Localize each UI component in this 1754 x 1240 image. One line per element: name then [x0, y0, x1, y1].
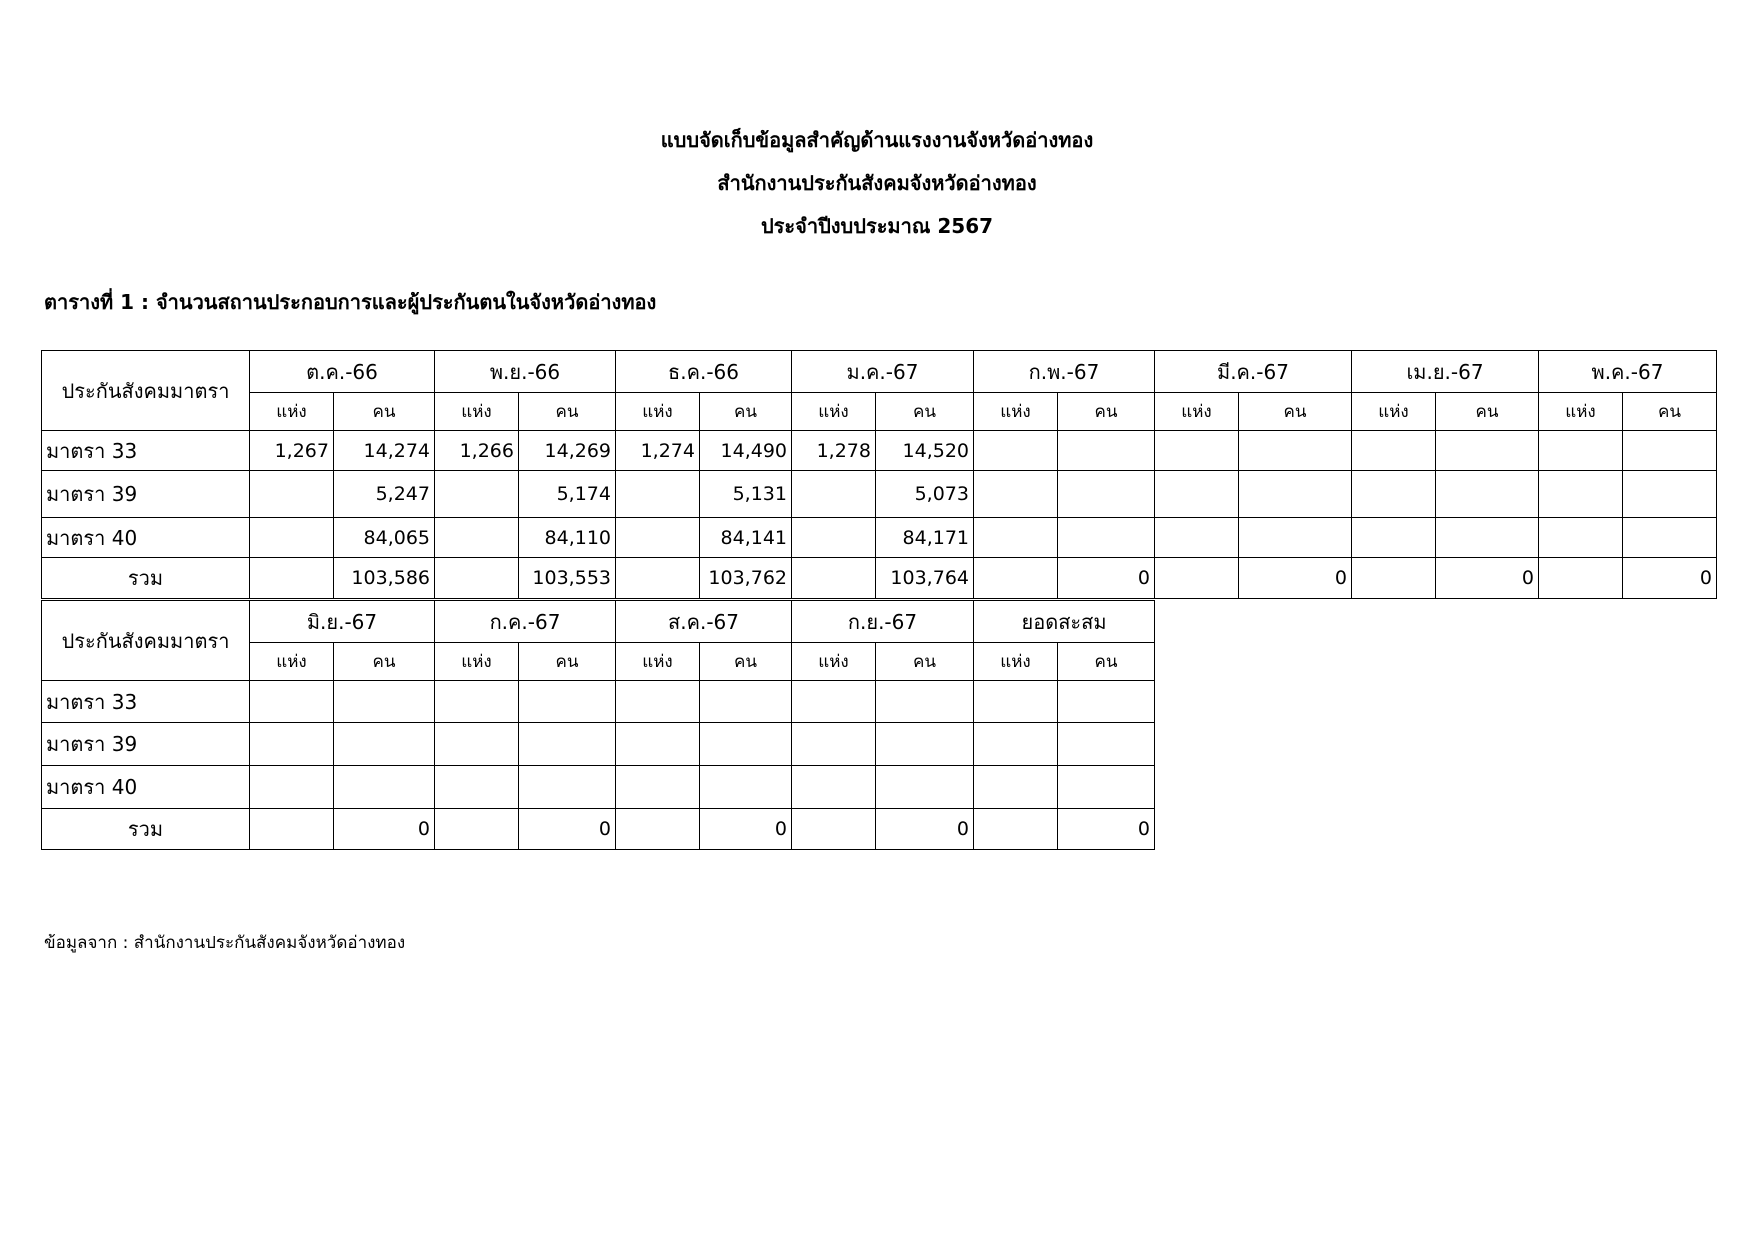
total-row	[42, 809, 1155, 850]
row-label: มาตรา 40	[42, 518, 250, 558]
table-cell: 14,269	[519, 431, 616, 471]
table-cell	[519, 723, 616, 766]
table-cell	[1239, 471, 1352, 518]
month-header: ธ.ค.-66	[616, 351, 792, 393]
table-cell: 0	[876, 809, 974, 850]
table-cell	[435, 723, 519, 766]
month-header: มิ.ย.-67	[250, 601, 435, 643]
table-cell: 1,267	[250, 431, 334, 471]
row-label: มาตรา 33	[42, 431, 250, 471]
table-cell	[1539, 558, 1623, 599]
table-cell: 0	[1239, 558, 1352, 599]
cumulative-header: ยอดสะสม	[974, 601, 1155, 643]
table-cell	[792, 809, 876, 850]
table-cell	[616, 518, 700, 558]
persons-header: คน	[1058, 393, 1155, 431]
table-cell	[1058, 681, 1155, 723]
places-header: แห่ง	[1539, 393, 1623, 431]
table-cell	[1623, 518, 1717, 558]
table-cell	[1239, 518, 1352, 558]
table-cell	[616, 471, 700, 518]
insured-table-part2	[41, 600, 1155, 850]
table-cell: 103,586	[334, 558, 435, 599]
table-cell	[250, 518, 334, 558]
table-cell	[1352, 471, 1436, 518]
table-cell	[974, 431, 1058, 471]
total-row	[42, 558, 1717, 599]
table-cell: 1,266	[435, 431, 519, 471]
table-cell	[250, 471, 334, 518]
table-cell: 0	[1623, 558, 1717, 599]
table-cell	[792, 723, 876, 766]
month-header: ก.ย.-67	[792, 601, 974, 643]
table-cell	[435, 558, 519, 599]
persons-header: คน	[700, 643, 792, 681]
table-cell	[1058, 723, 1155, 766]
table-cell	[334, 766, 435, 809]
report-fiscal-year: ประจำปีงบประมาณ 2567	[760, 214, 994, 238]
persons-header: คน	[1239, 393, 1352, 431]
table-cell: 5,131	[700, 471, 792, 518]
month-header: ส.ค.-67	[616, 601, 792, 643]
table-cell	[1539, 518, 1623, 558]
table-row	[42, 681, 1155, 723]
table-cell	[616, 558, 700, 599]
table-cell	[974, 471, 1058, 518]
table-cell	[1239, 431, 1352, 471]
table-cell	[616, 681, 700, 723]
persons-header: คน	[519, 643, 616, 681]
row-label: รวม	[42, 809, 250, 850]
places-header: แห่ง	[616, 643, 700, 681]
table-cell	[1623, 431, 1717, 471]
table-cell: 1,278	[792, 431, 876, 471]
table-cell	[1058, 518, 1155, 558]
table-cell	[1539, 431, 1623, 471]
persons-header: คน	[1623, 393, 1717, 431]
insured-table-part1	[41, 350, 1717, 599]
table-cell: 0	[334, 809, 435, 850]
table-cell: 14,274	[334, 431, 435, 471]
table-cell	[974, 558, 1058, 599]
table-cell	[250, 723, 334, 766]
table-cell: 0	[1058, 809, 1155, 850]
table-cell	[1058, 471, 1155, 518]
table-cell	[700, 766, 792, 809]
table-cell: 0	[1058, 558, 1155, 599]
places-header: แห่ง	[616, 393, 700, 431]
table-cell	[876, 766, 974, 809]
table-cell: 103,553	[519, 558, 616, 599]
places-header: แห่ง	[250, 393, 334, 431]
table-cell: 0	[519, 809, 616, 850]
places-header: แห่ง	[1155, 393, 1239, 431]
table-cell: 103,764	[876, 558, 974, 599]
table-cell	[1352, 558, 1436, 599]
table-cell	[435, 518, 519, 558]
places-header: แห่ง	[792, 393, 876, 431]
table-cell	[250, 681, 334, 723]
persons-header: คน	[700, 393, 792, 431]
persons-header: คน	[876, 393, 974, 431]
month-header: ก.พ.-67	[974, 351, 1155, 393]
persons-header: คน	[519, 393, 616, 431]
table-cell: 5,174	[519, 471, 616, 518]
table-cell	[616, 766, 700, 809]
persons-header: คน	[876, 643, 974, 681]
places-header: แห่ง	[792, 643, 876, 681]
table-cell: 0	[1436, 558, 1539, 599]
table-cell	[1436, 471, 1539, 518]
table-cell	[1352, 431, 1436, 471]
row-header: ประกันสังคมมาตรา	[42, 351, 250, 431]
table-cell	[792, 471, 876, 518]
table-cell	[974, 723, 1058, 766]
table-cell	[700, 681, 792, 723]
places-header: แห่ง	[435, 393, 519, 431]
month-header: มี.ค.-67	[1155, 351, 1352, 393]
table-cell: 84,065	[334, 518, 435, 558]
month-header: ก.ค.-67	[435, 601, 616, 643]
table-row	[42, 431, 1717, 471]
table-cell	[974, 766, 1058, 809]
report-office: สำนักงานประกันสังคมจังหวัดอ่างทอง	[717, 171, 1037, 195]
persons-header: คน	[334, 393, 435, 431]
table-cell	[974, 681, 1058, 723]
table-cell	[250, 558, 334, 599]
table-cell	[792, 681, 876, 723]
table-cell	[435, 681, 519, 723]
table-cell: 84,141	[700, 518, 792, 558]
table-cell	[334, 723, 435, 766]
table-cell	[1155, 558, 1239, 599]
table-cell	[1436, 431, 1539, 471]
places-header: แห่ง	[974, 643, 1058, 681]
report-title: แบบจัดเก็บข้อมูลสำคัญด้านแรงงานจังหวัดอ่างทอง	[660, 128, 1094, 152]
table-cell: 5,247	[334, 471, 435, 518]
table-cell	[974, 518, 1058, 558]
row-label: มาตรา 33	[42, 681, 250, 723]
table-cell	[876, 681, 974, 723]
table-cell: 1,274	[616, 431, 700, 471]
table-cell	[1058, 431, 1155, 471]
places-header: แห่ง	[974, 393, 1058, 431]
row-label: มาตรา 40	[42, 766, 250, 809]
table-cell: 84,110	[519, 518, 616, 558]
table-cell	[435, 809, 519, 850]
table-cell: 84,171	[876, 518, 974, 558]
month-header: ต.ค.-66	[250, 351, 435, 393]
table-cell	[435, 471, 519, 518]
table-cell	[792, 558, 876, 599]
row-label: มาตรา 39	[42, 471, 250, 518]
places-header: แห่ง	[1352, 393, 1436, 431]
table-cell	[435, 766, 519, 809]
row-label: รวม	[42, 558, 250, 599]
table-cell	[616, 723, 700, 766]
row-label: มาตรา 39	[42, 723, 250, 766]
table-cell	[250, 766, 334, 809]
table-caption: ตารางที่ 1 : จำนวนสถานประกอบการและผู้ประกันตนในจังหวัดอ่างทอง	[44, 290, 657, 314]
table-cell: 14,520	[876, 431, 974, 471]
places-header: แห่ง	[435, 643, 519, 681]
month-header: ม.ค.-67	[792, 351, 974, 393]
table-cell: 103,762	[700, 558, 792, 599]
table-row	[42, 723, 1155, 766]
persons-header: คน	[1436, 393, 1539, 431]
persons-header: คน	[1058, 643, 1155, 681]
table-cell	[1436, 518, 1539, 558]
table-cell	[250, 809, 334, 850]
table-cell	[334, 681, 435, 723]
table-cell	[974, 809, 1058, 850]
table-cell	[876, 723, 974, 766]
month-header: พ.ค.-67	[1539, 351, 1717, 393]
source-footnote: ข้อมูลจาก : สำนักงานประกันสังคมจังหวัดอ่างทอง	[44, 933, 406, 953]
table-cell	[616, 809, 700, 850]
table-cell	[519, 766, 616, 809]
month-header: เม.ย.-67	[1352, 351, 1539, 393]
table-row	[42, 518, 1717, 558]
places-header: แห่ง	[250, 643, 334, 681]
table-cell	[1539, 471, 1623, 518]
table-cell	[700, 723, 792, 766]
month-header: พ.ย.-66	[435, 351, 616, 393]
table-cell	[1352, 518, 1436, 558]
table-cell	[1058, 766, 1155, 809]
table-cell	[792, 766, 876, 809]
table-cell: 5,073	[876, 471, 974, 518]
table-row	[42, 471, 1717, 518]
table-cell: 14,490	[700, 431, 792, 471]
table-cell	[792, 518, 876, 558]
row-header: ประกันสังคมมาตรา	[42, 601, 250, 681]
table-cell	[1155, 471, 1239, 518]
table-cell	[1623, 471, 1717, 518]
table-row	[42, 766, 1155, 809]
table-cell	[519, 681, 616, 723]
table-cell	[1155, 431, 1239, 471]
persons-header: คน	[334, 643, 435, 681]
table-cell: 0	[700, 809, 792, 850]
table-cell	[1155, 518, 1239, 558]
